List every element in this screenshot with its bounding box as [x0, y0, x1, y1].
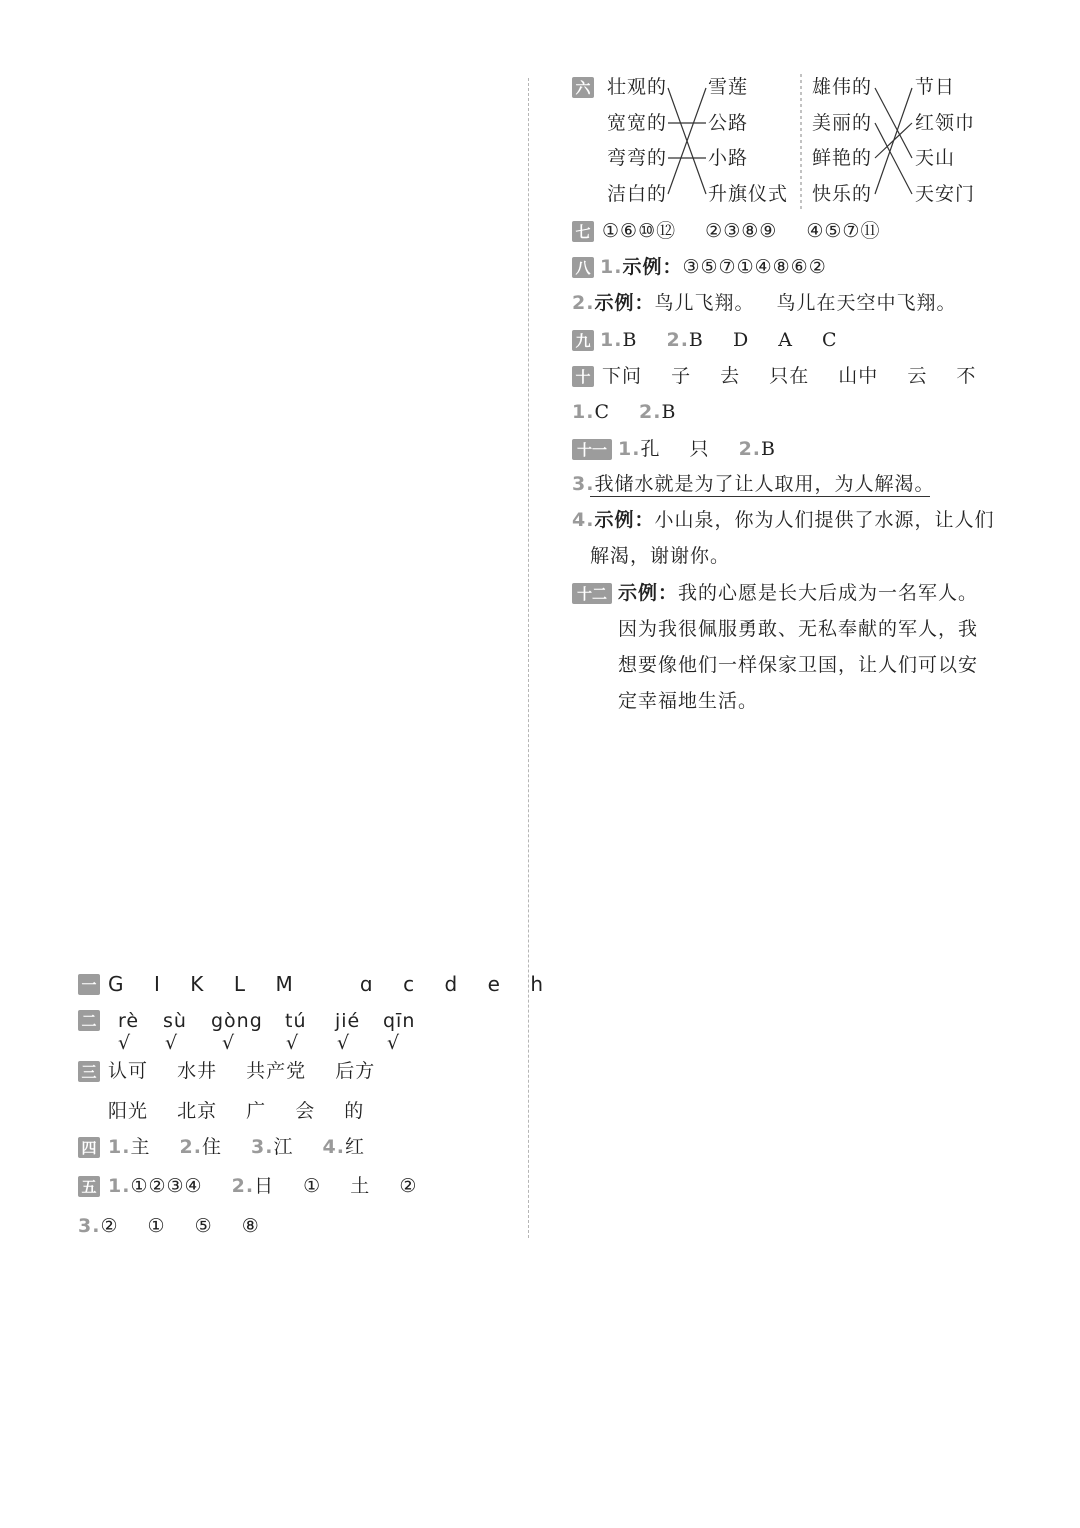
section-badge-8: 八: [572, 257, 594, 278]
example-label: 示例：: [618, 582, 679, 604]
section-badge-1: 一: [78, 974, 100, 995]
match-right-word: 升旗仪式: [708, 183, 789, 205]
answer: ②③⑧⑨: [705, 220, 778, 242]
section-8-row-2: [572, 292, 957, 314]
match-left-word: 雄伟的: [812, 76, 873, 98]
item-number: 2.: [666, 329, 689, 351]
match-line: [875, 123, 912, 194]
match-right-word: 天山: [915, 147, 956, 169]
match-left-word: 弯弯的: [607, 147, 668, 169]
answer: ②: [399, 1175, 418, 1197]
answer: 只在: [769, 365, 810, 387]
answer-continuation: 想要像他们一样保家卫国，让人们可以安: [618, 654, 979, 676]
answer: ④⑤⑦⑪: [806, 220, 881, 242]
letter: L: [233, 972, 246, 996]
word: 北京: [177, 1100, 218, 1122]
item-number: 2.: [179, 1136, 202, 1158]
section-9-answers: [600, 329, 838, 351]
answer-continuation: 解渴，谢谢你。: [590, 545, 731, 567]
check-mark: √: [387, 1032, 401, 1054]
item-number: 3.: [572, 473, 595, 495]
letter: K: [190, 972, 205, 996]
answer: D: [732, 329, 750, 351]
word: 认可: [108, 1060, 149, 1082]
letter: c: [403, 972, 416, 996]
check-mark: √: [222, 1032, 236, 1054]
column-divider: [528, 78, 529, 1238]
check-mark: √: [337, 1032, 351, 1054]
section-badge-10: 十: [572, 366, 594, 387]
answer: 红: [345, 1136, 366, 1158]
item-number: 4.: [572, 509, 595, 531]
match-right-word: 小路: [708, 147, 749, 169]
answer: 我储水就是为了让人取用，为人解渴。: [594, 473, 935, 495]
pinyin: sù: [163, 1010, 187, 1032]
word: 水井: [177, 1060, 218, 1082]
pinyin: rè: [118, 1010, 140, 1032]
section-12-row-1: [618, 582, 978, 604]
check-mark: √: [286, 1032, 300, 1054]
answer: ①②③④: [130, 1175, 203, 1197]
matching-lines: [600, 70, 980, 210]
match-left-word: 壮观的: [607, 76, 668, 98]
check-mark: √: [165, 1032, 179, 1054]
section-7-answers: [602, 220, 880, 242]
answer: 土: [350, 1175, 371, 1197]
section-11-row-3: [572, 473, 934, 495]
answer: C: [594, 401, 610, 423]
answer: 只: [689, 438, 710, 460]
match-right-word: 节日: [915, 76, 956, 98]
section-5-row-3: [78, 1215, 260, 1237]
item-number: 1.: [618, 438, 641, 460]
answer: 我的心愿是长大后成为一名军人。: [678, 582, 979, 604]
item-number: 1.: [572, 401, 595, 423]
section-11-row-4: [572, 509, 994, 531]
section-5-row-1: [108, 1175, 417, 1197]
letter: G: [108, 972, 125, 996]
pinyin: gòng: [211, 1010, 263, 1032]
section-3-row-1: [108, 1060, 375, 1082]
item-number: 2.: [231, 1175, 255, 1197]
answer: ①⑥⑩⑫: [602, 220, 677, 242]
letter: ɑ: [359, 972, 374, 996]
letter: e: [487, 972, 501, 996]
letter: d: [444, 972, 459, 996]
section-11-row-1: [618, 438, 776, 460]
answer: ⑧: [241, 1215, 260, 1237]
answer: ②: [100, 1215, 119, 1237]
answer: 山中: [838, 365, 879, 387]
match-left-word: 快乐的: [812, 183, 873, 205]
answer: A: [778, 329, 793, 351]
section-3-row-2: [108, 1100, 364, 1122]
answer: 日: [254, 1175, 275, 1197]
answer: 不: [956, 365, 977, 387]
answer: 下问: [602, 365, 643, 387]
example-label: 示例：: [594, 509, 655, 531]
answer: ①: [303, 1175, 322, 1197]
section-badge-12: 十二: [572, 583, 612, 604]
answer: 去: [720, 365, 741, 387]
word: 的: [344, 1100, 365, 1122]
answer: 鸟儿在天空中飞翔。: [776, 292, 957, 314]
match-right-word: 红领巾: [915, 112, 976, 134]
letter: h: [530, 972, 545, 996]
answer: 主: [130, 1136, 151, 1158]
item-number: 3.: [251, 1136, 274, 1158]
answer: 住: [201, 1136, 222, 1158]
answer: 小山泉，你为人们提供了水源，让人们: [654, 509, 995, 531]
section-10-row-2: [572, 401, 676, 423]
pinyin: qīn: [383, 1010, 416, 1032]
answer: 鸟儿飞翔。: [654, 292, 755, 314]
word: 后方: [335, 1060, 376, 1082]
section-badge-3: 三: [78, 1061, 100, 1082]
pinyin: jié: [335, 1010, 361, 1032]
section-1-answers: [108, 973, 544, 995]
item-number: 1.: [600, 256, 623, 278]
example-label: 示例：: [622, 256, 683, 278]
match-left-word: 鲜艳的: [812, 147, 873, 169]
item-number: 2.: [738, 438, 762, 460]
match-right-word: 天安门: [915, 183, 976, 205]
section-badge-9: 九: [572, 330, 594, 351]
section-badge-4: 四: [78, 1137, 100, 1158]
answer: B: [661, 401, 677, 423]
answer: ③⑤⑦①④⑧⑥②: [682, 256, 827, 278]
item-number: 3.: [78, 1215, 101, 1237]
match-left-word: 洁白的: [607, 183, 668, 205]
answer: 子: [671, 365, 692, 387]
answer-continuation: 定幸福地生活。: [618, 690, 759, 712]
section-10-row-1: [602, 365, 976, 387]
pinyin: tú: [285, 1010, 307, 1032]
answer: 孔: [640, 438, 661, 460]
answer: ⑤: [194, 1215, 213, 1237]
section-badge-6: 六: [572, 77, 594, 98]
item-number: 4.: [322, 1136, 345, 1158]
match-right-word: 公路: [708, 112, 749, 134]
answer-underline: [590, 496, 930, 497]
item-number: 2.: [639, 401, 662, 423]
answer: 云: [907, 365, 928, 387]
item-number: 1.: [108, 1175, 131, 1197]
word: 广: [246, 1100, 267, 1122]
section-4-answers: [108, 1136, 365, 1158]
item-number: 1.: [108, 1136, 131, 1158]
answer: 江: [273, 1136, 294, 1158]
word: 会: [295, 1100, 316, 1122]
letter: I: [153, 972, 161, 996]
section-badge-11: 十一: [572, 439, 612, 460]
match-left-word: 宽宽的: [607, 112, 668, 134]
section-badge-7: 七: [572, 221, 594, 242]
section-badge-5: 五: [78, 1176, 100, 1197]
answer: B: [622, 329, 638, 351]
answer: ①: [147, 1215, 166, 1237]
match-left-word: 美丽的: [812, 112, 873, 134]
answer: B: [761, 438, 776, 460]
match-line: [875, 88, 912, 194]
match-line: [875, 88, 912, 158]
answer-continuation: 因为我很佩服勇敢、无私奉献的军人，我: [618, 618, 979, 640]
word: 共产党: [246, 1060, 307, 1082]
letter: M: [275, 972, 294, 996]
answer: C: [822, 329, 838, 351]
answer: B: [688, 329, 704, 351]
item-number: 2.: [572, 292, 595, 314]
example-label: 示例：: [594, 292, 655, 314]
word: 阳光: [108, 1100, 149, 1122]
check-mark: √: [118, 1032, 132, 1054]
item-number: 1.: [600, 329, 623, 351]
section-8-row-1: [600, 256, 827, 278]
section-badge-2: 二: [78, 1010, 100, 1031]
match-right-word: 雪莲: [708, 76, 749, 98]
